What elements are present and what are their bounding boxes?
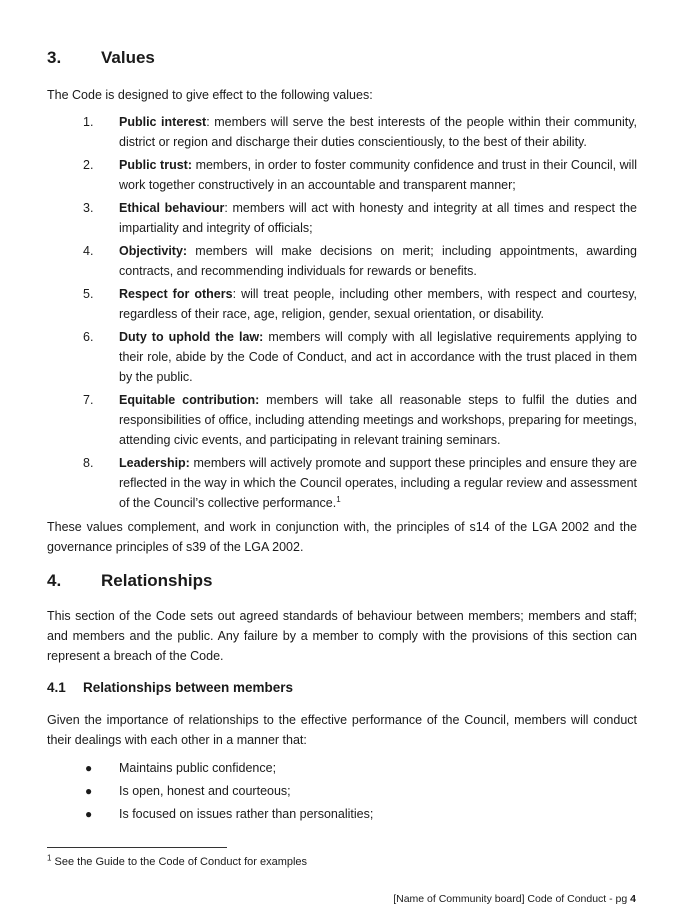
values-list [47, 112, 637, 516]
page-footer [393, 893, 636, 905]
value-number: 5. [83, 287, 94, 301]
value-description: members will serve the best interests of the people within their community, district or region and discharge their duties conscientiously, to the best of their ability. [119, 115, 637, 149]
footnote-separator [47, 847, 227, 848]
value-description: members will take all reasonable steps to fulfil the duties and responsibilities of office, including attending meetings and workshops, preparing for meetings, attending civic events, and participating in relevant training seminars. [119, 393, 637, 447]
value-description: members, in order to foster community confidence and trust in their Council, will work together constructively in an accountable and transparent manner; [119, 158, 638, 192]
footnote-text: See the Guide to the Code of Conduct for examples [51, 856, 308, 868]
value-description: members will actively promote and support these principles and ensure they are reflected in the way in which the Council operates, including a regular review and assessment of the Council’s collective performance. [119, 456, 637, 510]
bullet-item [47, 804, 637, 824]
bullet-dot-icon: ● [85, 761, 93, 775]
value-item [47, 327, 637, 387]
value-term-separator: : [224, 201, 228, 215]
value-number: 2. [83, 158, 94, 172]
section-4-intro: This section of the Code sets out agreed standards of behaviour between members; members and staff; and members and the public. Any failure by a member to comply with the provisions of this section can represent a breach of the Code. [47, 609, 637, 663]
bullet-item [47, 781, 637, 801]
value-term: Duty to uphold the law: [119, 330, 264, 344]
value-term-separator: : [206, 115, 210, 129]
bullet-dot-icon: ● [85, 807, 93, 821]
value-term-separator: : [232, 287, 237, 301]
section-title: Values [101, 48, 155, 67]
value-item [47, 284, 637, 324]
value-item [47, 155, 637, 195]
bullet-text: Is focused on issues rather than personalities; [119, 807, 374, 821]
footnote [47, 853, 308, 868]
member-conduct-bullet-list [47, 758, 637, 827]
subsection-4-1-intro: Given the importance of relationships to the effective performance of the Council, members will conduct their dealings with each other in a manner that: [47, 713, 637, 747]
value-term: Public interest [119, 115, 207, 129]
value-number: 1. [83, 115, 94, 129]
value-description: members will make decisions on merit; including appointments, awarding contracts, and recommending individuals for rewards or benefits. [119, 244, 637, 278]
value-item [47, 198, 637, 238]
bullet-dot-icon: ● [85, 784, 93, 798]
value-item [47, 241, 637, 281]
value-item [47, 112, 637, 152]
value-term: Equitable contribution: [119, 393, 260, 407]
value-term: Ethical behaviour [119, 201, 225, 215]
value-item [47, 453, 637, 513]
value-term: Objectivity: [119, 244, 188, 258]
value-term: Leadership: [119, 456, 190, 470]
values-closing-paragraph: These values complement, and work in conjunction with, the principles of s14 of the LGA 2002 and the governance principles of s39 of the LGA 2002. [47, 520, 637, 554]
value-description: members will comply with all legislative requirements applying to their role, abide by the Code of Conduct, and act in accordance with the trust placed in them by the public. [119, 330, 637, 384]
subsection-title: Relationships between members [83, 680, 294, 695]
page-number: 4 [630, 893, 636, 905]
footer-text: [Name of Community board] Code of Conduct - pg [393, 893, 631, 905]
value-number: 8. [83, 456, 94, 470]
section-number: 4. [47, 571, 62, 590]
value-number: 3. [83, 201, 94, 215]
value-item [47, 390, 637, 450]
value-term: Respect for others [119, 287, 233, 301]
section-3-intro: The Code is designed to give effect to the following values: [47, 88, 373, 102]
value-description: members will act with honesty and integrity at all times and respect the impartiality and integrity of officials; [119, 201, 637, 235]
footnote-reference: 1 [336, 494, 341, 504]
bullet-text: Is open, honest and courteous; [119, 784, 291, 798]
bullet-text: Maintains public confidence; [119, 761, 277, 775]
value-description: will treat people, including other members, with respect and courtesy, regardless of their race, age, religion, gender, sexual orientation, or disability. [119, 287, 637, 321]
subsection-number: 4.1 [47, 680, 66, 695]
value-term: Public trust: [119, 158, 193, 172]
value-number: 4. [83, 244, 94, 258]
bullet-item [47, 758, 637, 778]
section-title: Relationships [101, 571, 213, 590]
footnote-mark: 1 [47, 853, 52, 863]
value-number: 6. [83, 330, 94, 344]
value-number: 7. [83, 393, 94, 407]
section-number: 3. [47, 48, 62, 67]
